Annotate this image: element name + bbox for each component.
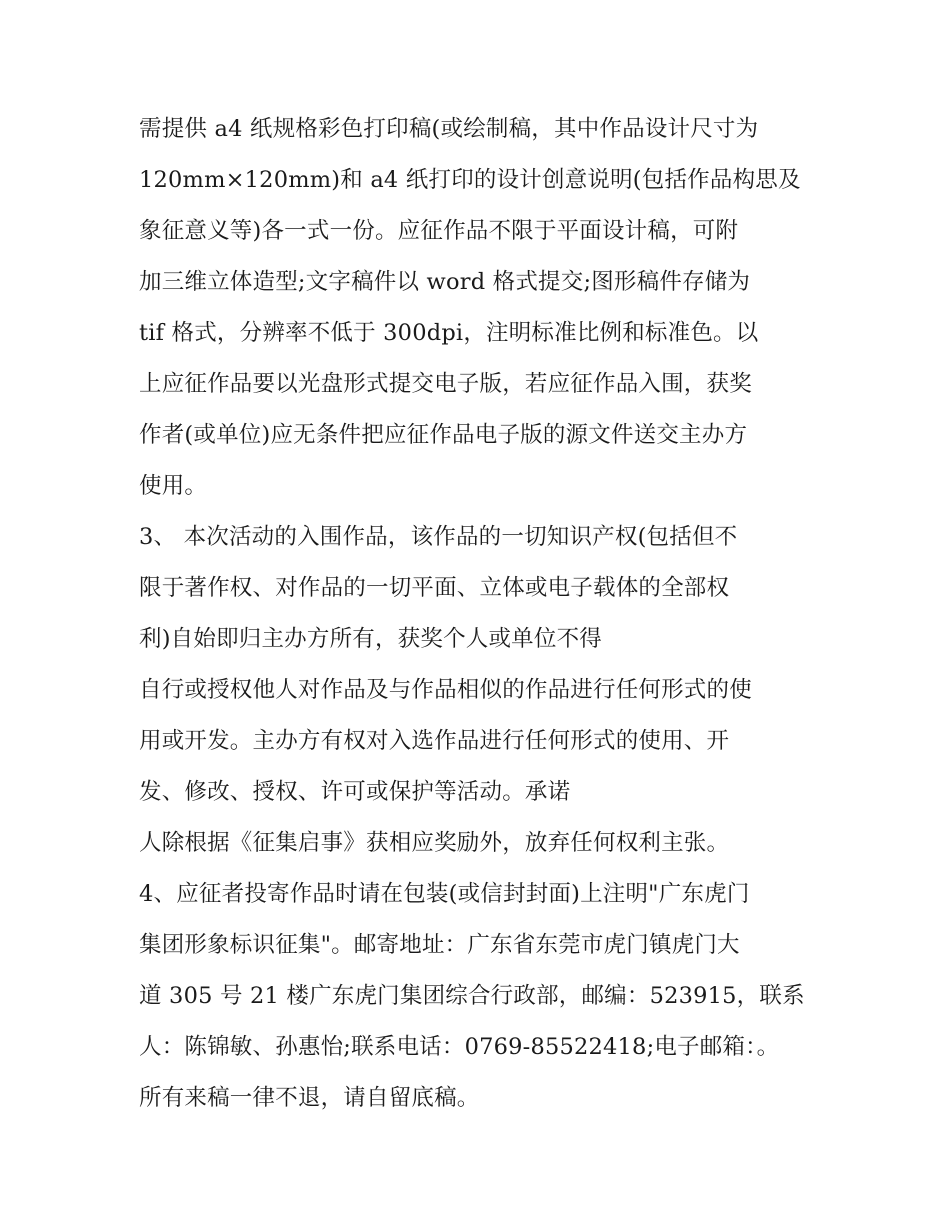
text-line: 象征意义等)各一式一份。应征作品不限于平面设计稿，可附 xyxy=(139,218,739,244)
text-line: 4、应征者投寄作品时请在包装(或信封封面)上注明"广东虎门 xyxy=(139,881,750,907)
text-line: 加三维立体造型;文字稿件以 word 格式提交;图形稿件存储为 xyxy=(139,269,751,295)
text-line: 3、 本次活动的入围作品，该作品的一切知识产权(包括但不 xyxy=(139,524,738,550)
text-line: 发、修改、授权、许可或保护等活动。承诺 xyxy=(139,779,571,805)
document-body xyxy=(139,104,839,1124)
text-line: 人：陈锦敏、孙惠怡;联系电话：0769-85522418;电子邮箱：。 xyxy=(139,1034,780,1060)
text-line: 自行或授权他人对作品及与作品相似的作品进行任何形式的使 xyxy=(139,677,752,703)
text-line: 120mm×120mm)和 a4 纸打印的设计创意说明(包括作品构思及 xyxy=(139,167,801,193)
text-line: 用或开发。主办方有权对入选作品进行任何形式的使用、开 xyxy=(139,728,730,754)
text-line: 使用。 xyxy=(139,473,208,499)
text-line: 限于著作权、对作品的一切平面、立体或电子载体的全部权 xyxy=(139,575,730,601)
text-line: 上应征作品要以光盘形式提交电子版，若应征作品入围，获奖 xyxy=(139,371,752,397)
text-line: 所有来稿一律不退，请自留底稿。 xyxy=(139,1085,480,1111)
text-line: 人除根据《征集启事》获相应奖励外，放弃任何权利主张。 xyxy=(139,830,730,856)
text-line: 利)自始即归主办方所有，获奖个人或单位不得 xyxy=(139,626,602,652)
text-line: 集团形象标识征集"。邮寄地址：广东省东莞市虎门镇虎门大 xyxy=(139,932,740,958)
text-line: 需提供 a4 纸规格彩色打印稿(或绘制稿，其中作品设计尺寸为 xyxy=(139,116,759,142)
text-line: tif 格式，分辨率不低于 300dpi，注明标准比例和标准色。以 xyxy=(139,320,759,346)
text-line: 作者(或单位)应无条件把应征作品电子版的源文件送交主办方 xyxy=(139,422,748,448)
text-line: 道 305 号 21 楼广东虎门集团综合行政部，邮编：523915，联系 xyxy=(139,983,805,1009)
